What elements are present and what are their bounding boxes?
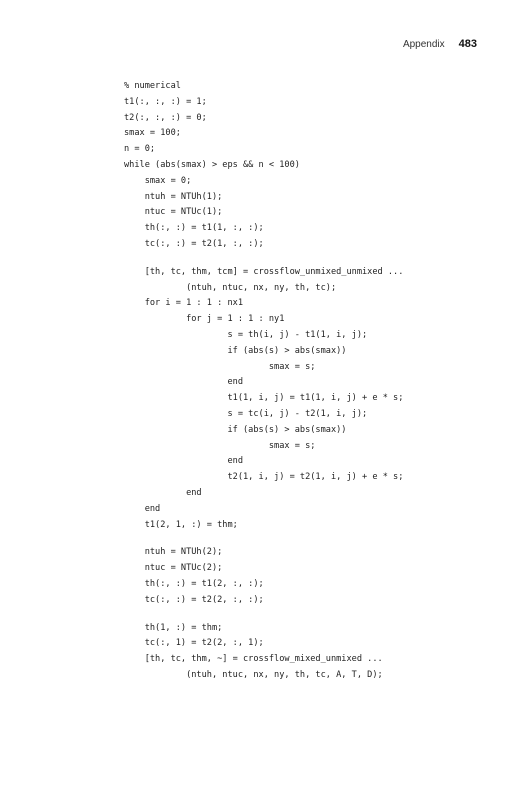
code-line: s = th(i, j) - t1(1, i, j); [124, 329, 368, 340]
code-line: n = 0; [124, 144, 156, 155]
code-line: th(:, :) = t1(2, :, :); [124, 578, 264, 589]
code-line: smax = s; [124, 440, 316, 451]
code-line: t2(:, :, :) = 0; [124, 112, 207, 123]
code-line: tc(:, :) = t2(1, :, :); [124, 238, 264, 249]
code-line: end [124, 487, 202, 498]
code-line: th(1, :) = thm; [124, 622, 223, 633]
code-line: end [124, 377, 243, 388]
code-line: ntuc = NTUc(2); [124, 563, 223, 574]
code-line: (ntuh, ntuc, nx, ny, th, tc); [124, 282, 337, 293]
code-line: (ntuh, ntuc, nx, ny, th, tc, A, T, D); [124, 669, 383, 680]
running-section-title: Appendix [402, 39, 445, 50]
code-line: th(:, :) = t1(1, :, :); [124, 223, 264, 234]
code-line: smax = s; [124, 361, 316, 372]
code-line: t1(:, :, :) = 1; [124, 96, 207, 107]
code-line: [th, tc, thm, tcm] = crossflow_unmixed_unmixed ... [124, 266, 404, 277]
code-line: t1(2, 1, :) = thm; [124, 519, 238, 530]
code-line: smax = 100; [124, 128, 181, 139]
page-number: 483 [458, 38, 477, 50]
code-line: tc(:, :) = t2(2, :, :); [124, 594, 264, 605]
code-line: while (abs(smax) > eps && n < 100) [124, 159, 300, 170]
code-line [124, 609, 403, 621]
code-line: if (abs(s) > abs(smax)) [124, 424, 347, 435]
code-line [124, 533, 403, 545]
code-line: [th, tc, thm, ~] = crossflow_mixed_unmixed ... [124, 654, 383, 665]
code-line: ntuh = NTUh(1); [124, 191, 223, 202]
code-line: t1(1, i, j) = t1(1, i, j) + e * s; [124, 393, 404, 404]
code-line: if (abs(s) > abs(smax)) [124, 345, 347, 356]
code-listing [124, 79, 403, 684]
code-line: ntuh = NTUh(2); [124, 547, 223, 558]
code-line: % numerical [124, 81, 181, 91]
code-line: s = tc(i, j) - t2(1, i, j); [124, 408, 368, 419]
code-line: end [124, 503, 161, 514]
code-line: tc(:, 1) = t2(2, :, 1); [124, 638, 264, 649]
code-line: for i = 1 : 1 : nx1 [124, 298, 243, 309]
code-line: for j = 1 : 1 : ny1 [124, 314, 285, 325]
code-line: t2(1, i, j) = t2(1, i, j) + e * s; [124, 472, 404, 483]
code-line: ntuc = NTUc(1); [124, 207, 223, 218]
code-line: end [124, 456, 243, 467]
code-line: smax = 0; [124, 175, 192, 186]
code-line [124, 253, 403, 265]
page-header [403, 38, 477, 50]
